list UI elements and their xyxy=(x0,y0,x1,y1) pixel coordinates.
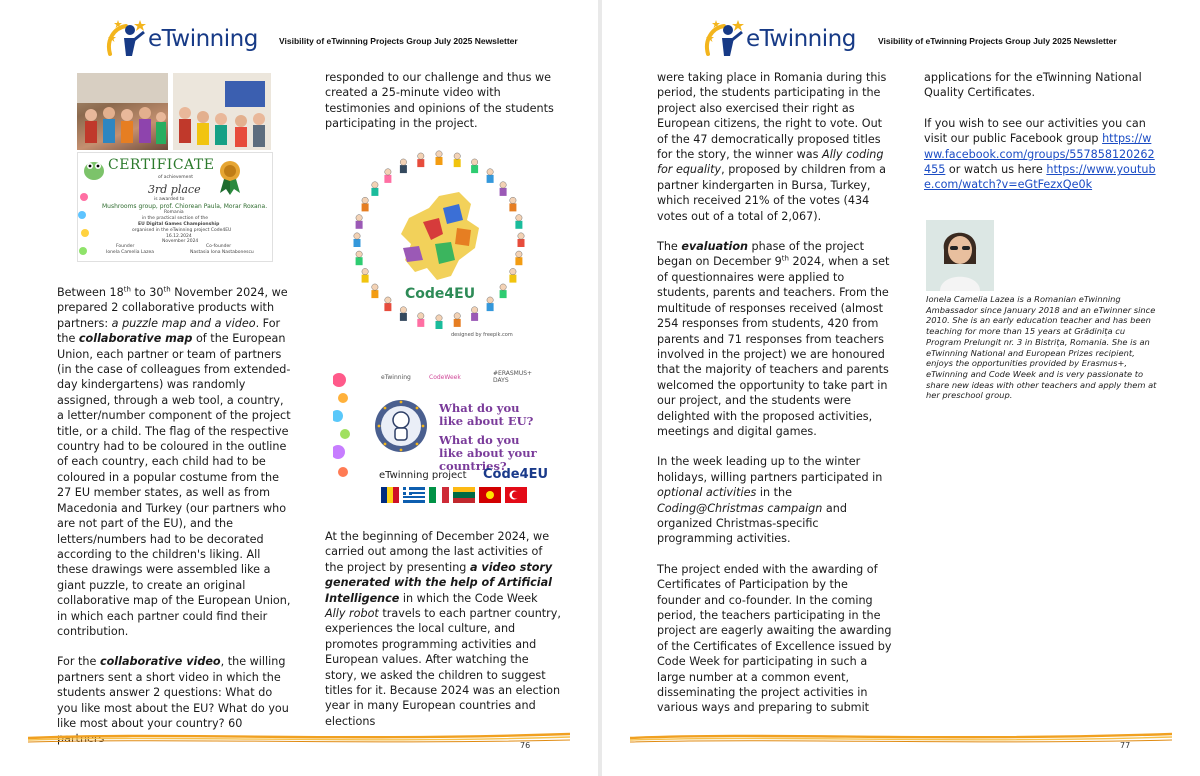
child-drawing-head xyxy=(500,182,506,188)
certificate-image xyxy=(77,152,273,262)
child-drawing-body xyxy=(487,303,494,311)
child-drawing-head xyxy=(516,251,522,257)
paragraph: The project ended with the awarding of Certificates of Participation by the founder and co-founder. In the coming period, the teachers participating in the project are eagerly awaiting the awarding of the Certificates of Excellence issued by Code Week for participating in such a large number at a common event, disseminating the project activities in various ways and preparing to submit xyxy=(657,562,892,715)
child-drawing-body xyxy=(371,188,378,196)
class-photo-2 xyxy=(173,73,271,150)
child-drawing-head xyxy=(362,268,368,274)
child-drawing-body xyxy=(417,159,424,167)
child-drawing-body xyxy=(362,203,369,211)
etwinning-logo xyxy=(702,16,882,62)
poster-question-2: What do you like about your countries? xyxy=(439,433,537,473)
child-drawing-head xyxy=(516,215,522,221)
child-drawing-body xyxy=(454,319,461,327)
paragraph: If you wish to see our activities you can visit our public Facebook group https://www.facebook.com/groups/557858120262455 or watch us here https://www.youtube.com/watch?v=eGtFezxQe0k xyxy=(924,116,1156,192)
certificate-founder-label: Founder xyxy=(116,244,135,249)
child-drawing-head xyxy=(471,159,477,165)
child-drawing-body xyxy=(371,290,378,298)
child-drawing-body xyxy=(384,303,391,311)
map-credit: designed by freepik.com xyxy=(451,332,513,338)
child-drawing-head xyxy=(436,315,442,321)
certificate-subtitle: of achievement xyxy=(158,175,194,180)
poster-logo-etwinning: eTwinning xyxy=(381,374,411,381)
footer-swoosh xyxy=(28,730,570,746)
poster-project-prefix: eTwinning project xyxy=(379,470,467,481)
child-drawing-body xyxy=(400,165,407,173)
youtube-link[interactable]: https://www.youtube.com/watch?v=eGtFezxQe0k xyxy=(924,163,1156,192)
child-drawing-head xyxy=(487,169,493,175)
paragraph: At the beginning of December 2024, we carried out among the last activities of the project by presenting a video story generated with the help of Artificial Intelligence in which the Code Week Ally robot travels to each partner country, experiences the local culture, and promotes programming activities and European values. After watching the story, we asked the children to suggest titles for it. Because 2024 was an election year in many European countries and elections xyxy=(325,530,561,728)
child-drawing-head xyxy=(354,233,360,239)
child-drawing-head xyxy=(436,151,442,157)
brand-name: eTwinning xyxy=(148,26,258,52)
certificate-cofounder-label: Co-founder xyxy=(206,244,232,249)
poster-project-name: Code4EU xyxy=(483,467,548,482)
eu-puzzle-map-image xyxy=(339,148,547,342)
column-1 xyxy=(57,285,293,762)
child-drawing-head xyxy=(385,297,391,303)
column-4 xyxy=(924,70,1160,208)
etwinning-stars-icon xyxy=(702,16,748,62)
certificate-country: Romania xyxy=(164,210,184,215)
etwinning-stars-icon xyxy=(104,16,150,62)
child-drawing-head xyxy=(400,307,406,313)
page-left xyxy=(0,0,598,776)
paragraph: applications for the eTwinning National Quality Certificates. xyxy=(924,71,1142,100)
child-drawing-body xyxy=(509,203,516,211)
certificate-date2: November 2024 xyxy=(162,239,199,244)
code4eu-poster xyxy=(333,360,548,510)
child-drawing-body xyxy=(509,275,516,283)
certificate-awarded: is awarded to xyxy=(154,197,185,202)
child-drawing-head xyxy=(510,268,516,274)
brand-name: eTwinning xyxy=(746,26,856,52)
author-caption: Ionela Camelia Lazea is a Romanian eTwinning Ambassador since January 2018 and an eTwinner since 2010. She is an early education teacher and has been teaching for more than 15 years at Grădinița cu Program Prelungit nr. 3 in Bistrița, Romania. She is an eTwinning National and European Prizes recipient, enjoys the opportunities provided by Erasmus+, eTwinning and Code Week and is very passionate to share new ideas with other teachers and apply them at her preschool group. xyxy=(926,294,1157,401)
paragraph: The evaluation phase of the project began on December 9th 2024, when a set of questionnaires were applied to students, parents and teachers. From the multitude of responses received (almost 254 responses from students, 420 from parents and 71 responses from teachers involved in the project) we are honoured that the majority of teachers and parents welcomed the opportunity to take part in our project, and the students were delighted with the proposed activities, meetings and digital games. xyxy=(657,240,890,438)
page-header xyxy=(602,12,1200,62)
class-photo-1 xyxy=(77,73,168,150)
child-drawing-body xyxy=(356,221,363,229)
child-drawing-body xyxy=(471,165,478,173)
etwinning-logo xyxy=(104,16,284,62)
paragraph: were taking place in Romania during this period, the students participating in the project also exercised their right as European citizens, the right to vote. Out of the 47 democratically proposed titles for the story, the winner was Ally coding for equality, proposed by children from a partner kindergarten in Bursa, Turkey, which received 21% of the votes (434 votes out of a total of 2,067). xyxy=(657,71,887,223)
paragraph: For the collaborative video, the willing partners sent a short video in which the students answer 2 questions: What do you like most about the EU? What do you like most about your country? 60 partners xyxy=(57,655,289,746)
certificate-title: CERTIFICATE xyxy=(108,157,215,173)
certificate-date: 16.12.2024 xyxy=(166,234,192,239)
certificate-founder: Ionela Camelia Lazea xyxy=(106,250,155,255)
child-drawing-head xyxy=(400,159,406,165)
page-number: 77 xyxy=(1120,741,1131,750)
child-drawing-head xyxy=(356,251,362,257)
child-drawing-head xyxy=(471,307,477,313)
child-drawing-head xyxy=(454,153,460,159)
footer-swoosh xyxy=(630,730,1172,746)
child-drawing-body xyxy=(487,175,494,183)
certificate-place: 3rd place xyxy=(148,183,201,196)
child-drawing-body xyxy=(518,239,525,247)
certificate-event: EU Digital Games Championship xyxy=(138,222,220,227)
child-drawing-head xyxy=(418,313,424,319)
page-number: 76 xyxy=(520,741,531,750)
child-drawing-body xyxy=(362,275,369,283)
paragraph: Between 18th to 30th November 2024, we prepared 2 collaborative products with partners: a puzzle map and a video. For the collaborative map of the European Union, each partner or team of partners (in the case of colleagues from extended-day kindergartens) was randomly assigned, through a web tool, a country, a letter/number component of the project title, or a child. The flag of the respective country had to be coloured in the outline of each country, each child had to be coloured in a popular costume from the 27 EU member states, as well as from Macedonia and Turkey (our partners who are not part of the EU), and the letters/numbers had to be decorated according to the children's liking. All these drawings were assembled like a giant puzzle, to create an original collaborative map of the European Union, in which each partner could find their contribution. xyxy=(57,285,291,638)
certificate-recipients: Mushrooms group, prof. Chiorean Paula, Morar Roxana. xyxy=(102,203,268,210)
column-2-bottom xyxy=(325,529,561,744)
child-drawing-body xyxy=(436,157,443,165)
child-drawing-body xyxy=(515,221,522,229)
child-drawing-body xyxy=(417,319,424,327)
poster-logo-codeweek: CodeWeek xyxy=(429,374,461,381)
child-drawing-body xyxy=(400,313,407,321)
child-drawing-body xyxy=(515,257,522,265)
child-drawing-body xyxy=(384,175,391,183)
certificate-event-intro: in the practical section of the xyxy=(142,216,209,221)
child-drawing-body xyxy=(454,159,461,167)
child-drawing-head xyxy=(356,215,362,221)
author-photo xyxy=(926,220,994,291)
child-drawing-body xyxy=(354,239,361,247)
child-drawing-head xyxy=(362,197,368,203)
child-drawing-head xyxy=(510,197,516,203)
child-drawing-body xyxy=(500,188,507,196)
map-label: Code4EU xyxy=(405,286,476,302)
child-drawing-head xyxy=(385,169,391,175)
child-drawing-head xyxy=(372,284,378,290)
column-3 xyxy=(657,70,893,731)
page-right xyxy=(602,0,1200,776)
child-drawing-body xyxy=(471,313,478,321)
paragraph: In the week leading up to the winter holidays, willing partners participated in optional activities in the Coding@Christmas campaign and organized Christmas-specific programming activities. xyxy=(657,455,883,546)
certificate-cofounder: Nastasia Iona Nastabonescu xyxy=(190,250,254,255)
newsletter-title: Visibility of eTwinning Projects Group July 2025 Newsletter xyxy=(878,36,1117,46)
column-2-top xyxy=(325,70,561,147)
paragraph: responded to our challenge and thus we created a 25-minute video with testimonies and opinions of the students participating in the project. xyxy=(325,71,554,131)
child-drawing-head xyxy=(518,233,524,239)
child-drawing-body xyxy=(436,321,443,329)
facebook-link[interactable]: https://www.facebook.com/groups/557858120262455 xyxy=(924,132,1155,177)
child-drawing-head xyxy=(372,182,378,188)
child-drawing-head xyxy=(500,284,506,290)
child-drawing-head xyxy=(454,313,460,319)
child-drawing-body xyxy=(356,257,363,265)
child-drawing-body xyxy=(500,290,507,298)
child-drawing-head xyxy=(418,153,424,159)
page-header xyxy=(0,12,598,62)
poster-question-1: What do you like about EU? xyxy=(439,401,534,428)
poster-logo-erasmus: #ERASMUS+ DAYS xyxy=(493,370,533,384)
newsletter-title: Visibility of eTwinning Projects Group July 2025 Newsletter xyxy=(279,36,518,46)
child-drawing-head xyxy=(487,297,493,303)
certificate-organizer: organised in the eTwinning project Code4EU xyxy=(132,228,232,233)
